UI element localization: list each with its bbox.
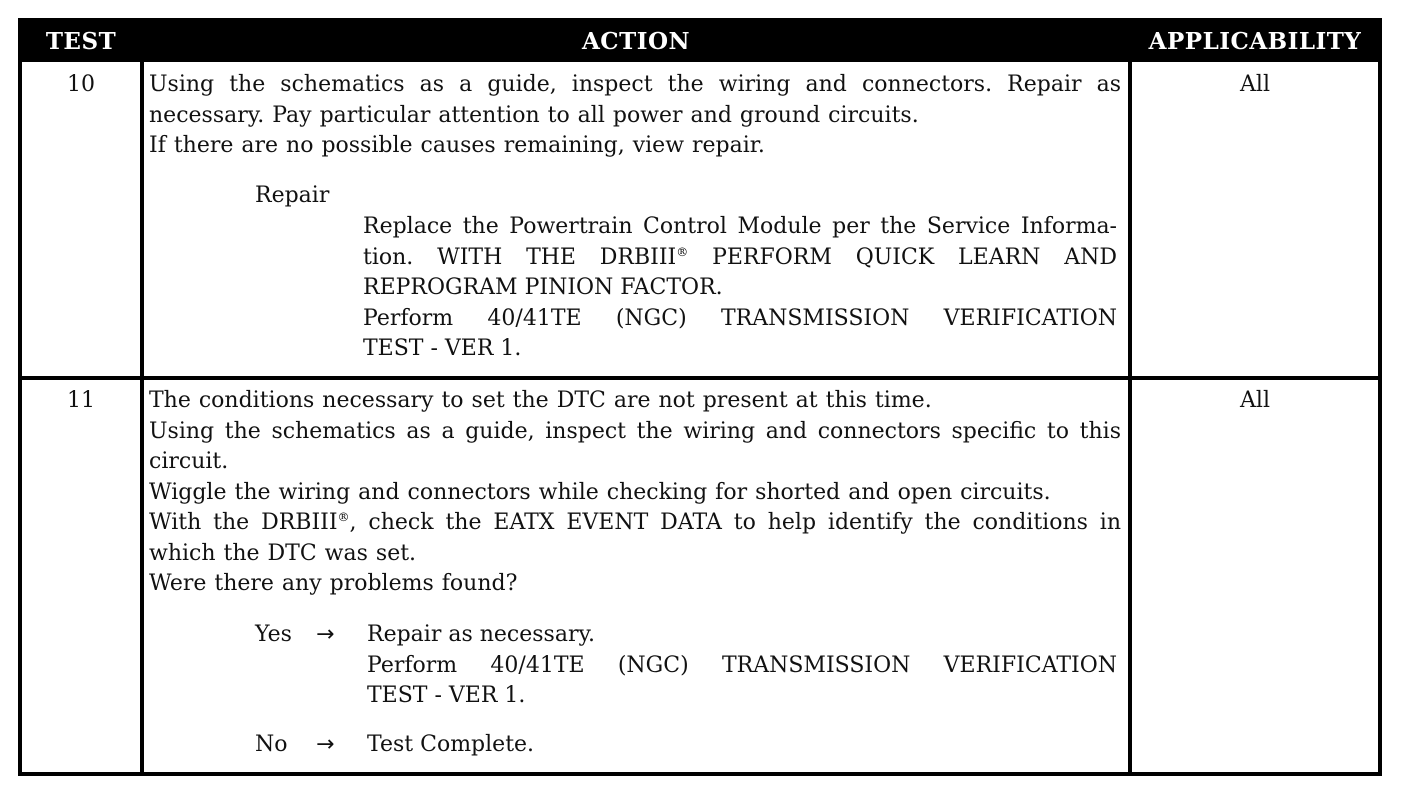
header-action: ACTION [581,28,691,55]
test-number-10: 10 [67,72,95,97]
row-divider [22,376,1378,380]
test-number-11: 11 [67,388,95,413]
applicability-10: All [1240,72,1270,97]
diagnostic-table [18,18,1382,776]
column-divider [1128,62,1132,772]
action-text-11 [149,386,1121,600]
text-line: TEST - VER 1. [367,683,526,708]
no-label: No [255,732,288,757]
text-line: Using the schematics as a guide, inspect the wiring and connectors. Repair as [149,72,1121,97]
text-line: tion. WITH THE DRBIII® PERFORM QUICK LEARN AND [363,244,1117,270]
repair-instructions [363,212,1117,365]
text-line: Repair as necessary. [367,622,595,647]
text-line: The conditions necessary to set the DTC are not present at this time. [149,388,932,413]
text-line: necessary. Pay particular attention to all power and ground circuits. [149,102,919,128]
applicability-11: All [1240,388,1270,413]
text-line: TEST - VER 1. [363,336,522,361]
column-divider [140,62,144,772]
action-text-10 [149,70,1121,162]
repair-label: Repair [255,183,330,208]
text-line: If there are no possible causes remaining, view repair. [149,133,765,158]
header-test: TEST [45,28,117,55]
text-line: Using the schematics as a guide, inspect the wiring and connectors specific to this [149,418,1121,444]
text-line: Perform 40/41TE (NGC) TRANSMISSION VERIFICATION [367,652,1117,678]
no-instructions: Test Complete. [367,732,535,757]
arrow-icon: → [316,622,335,647]
text-line: Were there any problems found? [149,571,518,596]
text-line: circuit. [149,449,229,474]
header-applicability: APPLICABILITY [1148,28,1362,55]
text-line: Replace the Powertrain Control Module per the Service Informa- [363,214,1117,239]
yes-instructions [367,620,1117,712]
text-line: which the DTC was set. [149,540,417,566]
table-header [22,22,1378,62]
text-line: Perform 40/41TE (NGC) TRANSMISSION VERIFICATION [363,305,1117,331]
text-line: With the DRBIII®, check the EATX EVENT DATA to help identify the conditions in [149,510,1122,535]
arrow-icon: → [316,732,335,757]
text-line: Wiggle the wiring and connectors while checking for shorted and open circuits. [149,479,1051,505]
text-line: REPROGRAM PINION FACTOR. [363,275,723,300]
yes-label: Yes [255,622,292,647]
